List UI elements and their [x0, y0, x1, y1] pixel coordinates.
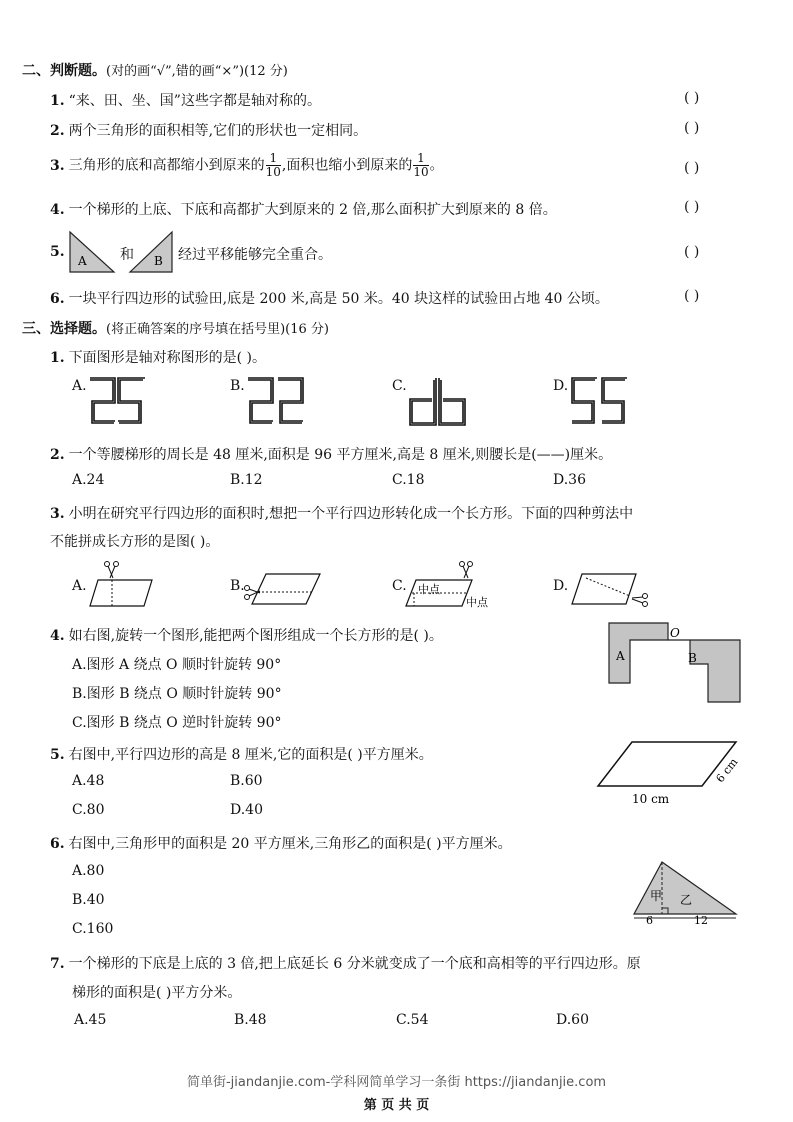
choice-q7 [50, 953, 641, 973]
parallelogram-cut-d [568, 570, 650, 610]
figure-22 [246, 377, 306, 427]
choice-q1 [50, 347, 266, 367]
option-c[interactable]: C.160 [72, 921, 114, 937]
scissors-icon [245, 586, 261, 600]
scissors-icon [460, 562, 473, 579]
q-number: 3. [50, 157, 65, 174]
frac-den: 10 [413, 165, 429, 179]
shape-b [668, 640, 740, 702]
q-text: 下面图形是轴对称图形的是( )。 [68, 350, 266, 366]
choice-q6 [50, 833, 512, 853]
footer-watermark-line[interactable]: 简单街-jiandanjie.com-学科网简单学习一条街 https://jiandanjie.com [186, 1075, 607, 1090]
q-text: 如右图,旋转一个图形,能把两个图形组成一个长方形的是( )。 [68, 628, 443, 644]
triangle-jia-label: 甲 [650, 889, 663, 903]
option-a[interactable]: A.45 [74, 1012, 107, 1028]
scissors-icon [632, 594, 648, 607]
figure-25 [88, 377, 148, 427]
shape-a-label: A [616, 649, 625, 663]
judge-q6 [50, 288, 609, 308]
triangle-b-label: B [154, 254, 163, 268]
scissors-icon [105, 562, 119, 579]
q-text-line2: 梯形的面积是( )平方分米。 [72, 985, 242, 1001]
choice-q2 [50, 444, 612, 464]
page-number: 第 页 共 页 [363, 1098, 430, 1113]
q-text: 一块平行四边形的试验田,底是 200 米,高是 50 米。40 块这样的试验田占地 40 公顷。 [68, 291, 609, 307]
q-text-line2: 不能拼成长方形的是图( )。 [50, 534, 220, 550]
base-label: 10 cm [632, 792, 670, 806]
shape-b-label: B [688, 651, 697, 665]
q-number: 4. [50, 628, 65, 644]
triangle-b [130, 232, 172, 272]
parallelogram-cut-c [404, 560, 500, 612]
section-2-title: 二、判断题。 [22, 63, 106, 79]
answer-paren[interactable]: ( ) [684, 90, 700, 106]
answer-paren[interactable]: ( ) [684, 160, 700, 176]
q-text: 右图中,三角形甲的面积是 20 平方厘米,三角形乙的面积是( )平方厘米。 [68, 836, 512, 852]
frac-num: 1 [266, 152, 281, 166]
option-c[interactable]: C.18 [392, 472, 425, 488]
point-o-label: O [670, 626, 680, 640]
q-number: 2. [50, 123, 65, 139]
q-number: 3. [50, 506, 65, 522]
q-text: 经过平移能够完全重合。 [178, 247, 332, 263]
q-text: 右图中,平行四边形的高是 8 厘米,它的面积是( )平方厘米。 [68, 747, 433, 763]
option-b[interactable]: B. [230, 578, 245, 594]
judge-q4 [50, 199, 557, 219]
answer-paren[interactable]: ( ) [684, 244, 700, 260]
fraction [266, 152, 281, 179]
judge-q2 [50, 120, 367, 140]
option-d[interactable]: D.36 [553, 472, 586, 488]
q-number: 6. [50, 836, 65, 852]
midpoint-label: 中点 [466, 596, 488, 609]
option-a[interactable]: A.48 [72, 773, 105, 789]
fraction [413, 152, 428, 179]
option-b[interactable]: B.48 [234, 1012, 267, 1028]
judge-q5-number [50, 244, 69, 260]
q-number: 7. [50, 956, 65, 972]
q-number: 5. [50, 747, 65, 763]
side-label: 6 cm [713, 755, 741, 786]
q-text: 一个梯形的上底、下底和高都扩大到原来的 2 倍,那么面积扩大到原来的 8 倍。 [68, 202, 557, 218]
option-d[interactable]: D.40 [230, 802, 263, 818]
option-a[interactable]: A.图形 A 绕点 O 顺时针旋转 90° [72, 657, 282, 673]
q-number: 1. [50, 93, 65, 109]
figure-55 [570, 377, 630, 427]
answer-paren[interactable]: ( ) [684, 120, 700, 136]
option-a[interactable]: A.24 [72, 472, 105, 488]
answer-paren[interactable]: ( ) [684, 288, 700, 304]
q-number: 5. [50, 244, 65, 260]
section-2-note: (对的画“√”,错的画“×”)(12 分) [106, 64, 288, 79]
left-length-label: 6 [646, 914, 653, 927]
frac-num: 1 [413, 152, 428, 166]
option-a[interactable]: A. [72, 378, 87, 394]
section-3-title: 三、选择题。 [22, 321, 106, 337]
q-text: 一个梯形的下底是上底的 3 倍,把上底延长 6 分米就变成了一个底和高相等的平行四边形。原 [68, 956, 641, 972]
triangle-a-label: A [78, 254, 87, 268]
option-a[interactable]: A. [72, 578, 87, 594]
answer-paren[interactable]: ( ) [684, 199, 700, 215]
option-b[interactable]: B.60 [230, 773, 263, 789]
q-text: ,面积也缩小到原来的 [281, 157, 413, 174]
parallelogram-cut-b [244, 570, 322, 610]
q-number: 4. [50, 202, 65, 218]
triangle-yi-label: 乙 [680, 893, 693, 907]
triangle-figure [630, 856, 742, 928]
option-b[interactable]: B.图形 B 绕点 O 顺时针旋转 90° [72, 686, 282, 702]
option-c[interactable]: C.54 [396, 1012, 429, 1028]
q-number: 2. [50, 447, 65, 463]
choice-q3 [50, 503, 633, 523]
option-d[interactable]: D. [553, 378, 569, 394]
q-number: 1. [50, 350, 65, 366]
q-text: 两个三角形的面积相等,它们的形状也一定相同。 [68, 123, 368, 139]
parallelogram-cut-a [86, 560, 156, 610]
section-3-note: (将正确答案的序号填在括号里)(16 分) [106, 322, 329, 337]
option-b[interactable]: B. [230, 378, 245, 394]
option-c[interactable]: C.图形 B 绕点 O 逆时针旋转 90° [72, 715, 282, 731]
q-number: 6. [50, 291, 65, 307]
triangle-a [70, 232, 114, 272]
q-text: 三角形的底和高都缩小到原来的 [68, 157, 265, 174]
q-text: 。 [429, 157, 444, 174]
section-3-heading [22, 318, 329, 338]
option-d[interactable]: D.60 [556, 1012, 589, 1028]
choice-q4 [50, 625, 443, 645]
q-text: 一个等腰梯形的周长是 48 厘米,面积是 96 平方厘米,高是 8 厘米,则腰长是(——)厘米。 [68, 447, 613, 463]
choice-q5 [50, 744, 433, 764]
option-a[interactable]: A.80 [72, 863, 105, 879]
option-c[interactable]: C. [392, 578, 407, 594]
rotation-figure [606, 620, 746, 706]
q-text: 小明在研究平行四边形的面积时,想把一个平行四边形转化成一个长方形。下面的四种剪法中 [68, 506, 634, 522]
figure-mirror-pair [409, 377, 469, 427]
judge-q3 [50, 152, 444, 179]
right-length-label: 12 [694, 914, 708, 927]
option-b[interactable]: B.12 [230, 472, 263, 488]
parallelogram-figure [594, 736, 744, 808]
option-c[interactable]: C. [392, 378, 407, 394]
option-c[interactable]: C.80 [72, 802, 105, 818]
and-text: 和 [120, 247, 134, 263]
frac-den: 10 [265, 165, 281, 179]
section-2-heading [22, 60, 288, 80]
judge-q1 [50, 90, 321, 110]
option-b[interactable]: B.40 [72, 892, 105, 908]
q-text: “来、田、坐、国”这些字都是轴对称的。 [68, 93, 321, 109]
midpoint-label: 中点 [418, 583, 440, 596]
option-d[interactable]: D. [553, 578, 569, 594]
